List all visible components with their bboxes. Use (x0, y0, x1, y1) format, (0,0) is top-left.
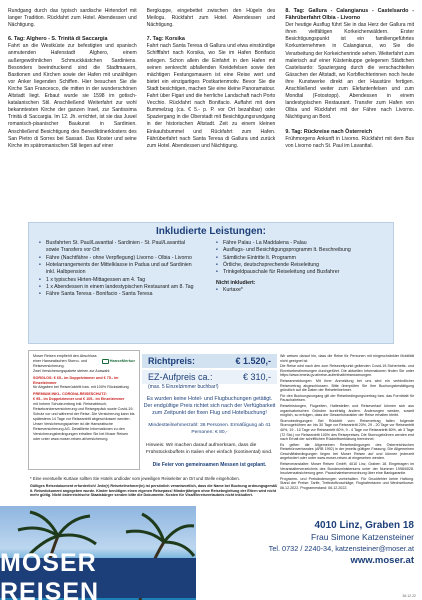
included-item (216, 269, 385, 276)
itinerary-paragraph: Frühmorgens Ankunft in Livorno. Rückfahrt mit dem Bus von Livorno nach St. Paul im Lavanttal. (285, 135, 415, 149)
bullet-icon: • (39, 284, 41, 291)
included-item-text: Busfahrten St. Paul/Lavanttal - Sardinien - St. Paul/Lavanttal (46, 240, 185, 246)
bullet-icon: • (216, 262, 218, 269)
bullet-icon: • (39, 276, 41, 283)
included-item-text: Fähre Palau - La Maddalena - Palau (223, 240, 307, 246)
included-item (216, 287, 385, 294)
terms-paragraph: Reiseanmeldungen: Mit Ihrer Anmeldung bei uns wird ein verbindlicher Reisevertrag abgeschlossen. Bitte überprüfen Sie Ihre Buchungsbestätigung gründlich auf die Daten der Reiseteilnehmer. (280, 378, 414, 393)
terms-paragraph: Reiseleistungen, Flugzeiten, Haltestellen und Reiseverlauf können sich aus organisatorischen Gründen kurzfristig ändern. Änderungen werden, soweit möglich, so erfolgen, dass der Gesamtcharakter der Reise erhalten bleibt. (280, 403, 414, 418)
included-item-text: Ausflugs- und Besichtigungsprogramm lt. Beschreibung (223, 247, 351, 254)
itinerary-paragraph: Fahrt nach Santa Teresa di Gallura und etwa einstündige Schifffahrt nach Korsika, wo Sie im Hafen Bonifacio anlegen. Schon allein die Einfahrt in den Hafen mit seinen senkrecht abfallenden Kreidefelsen sowie den mächtigen Festungsmauern ist eine Reise wert und bietet ein einzigartiges Postkartenmotiv. Bevor Sie die Stadt besichtigen, machen Sie eine kleine Panoramatour. Fahrt über Figari und die herrliche Landschaft nach Porto Vecchio. Rückfahrt nach Bonifacio. Auffahrt mit dem Bummelzug (ca. € 5.- p. P. vor Ort bezahlbar) oder Spaziergang in die Oberstadt mit Besichtigungsrundgang in der historischen Altstadt. Zeit zu einem kleinen Einkaufsbummel und Rückfahrt zum Hafen. Fährüberfahrt nach Santa Teresa di Gallura und zurück zum Hotel. Abendessen und Nächtigung. (146, 43, 276, 149)
price-main-row (142, 354, 277, 368)
price-sub-note: (max. 5 Einzelzimmer buchbar!) (148, 384, 219, 390)
itinerary-paragraph: Der heutige Ausflug führt Sie in das Herz der Gallura mit ihren vielfältigen Korkeichenwäldern. Erster Besichtigungspunkt ist ein familiengeführtes Korkunternehmen in Calangianus, wo Sie die Verarbeitung der Korkeichenrinde sehen. Weiterfahrt zum malerisch auf einer Küstenkuppe gelegenen Städtchen Castelsardo: Spaziergang durch die verschachtelten Gässchen der Altstadt, wo Korbflechterinnen noch heute ihre Kunstwerke direkt an der Haustüre fertigen. Anschließend weiter zum Elefantenfelsen und zum Mondtal (Fotostopp). Abendessen in einem landestypischen Restaurant. Transfer zum Hafen von Olbia und Rückfahrt mit der Fähre nach Livorno. Nächtigung an Bord. (285, 22, 415, 121)
included-item (39, 240, 208, 247)
not-included-title: Nicht inkludiert: (216, 279, 256, 286)
hansemerkur-logo-icon (102, 359, 109, 364)
terms-paragraph: Die Reise wird nach den zum Reisezeitpunkt geltenden Covid-19-Sicherheits- und Einreisebestimmungen durchgeführt. Die aktuellen Informationen finden Sie unter https://www.bmeia.gv.at/reise-aufenthalt/reisewarnungen. (280, 364, 414, 378)
included-item (39, 262, 208, 269)
insurance-option-2: PREMIUM INKL. CORONA-REISESCHUTZ: (33, 392, 107, 397)
included-item (39, 269, 208, 276)
bullet-icon: • (216, 254, 218, 261)
insurance-body: mit hohem Schutzumfang inkl. Reiseabbruch, Reisekrankenversicherung und Reisegepäck sowie Covid-19-Schutz vor und während der Reise. Die Versicherung kann bis spätestens 14 Tage vor Reiseantritt abgeschlossen werden. Unser Versicherungspartner ist die Hanseatische Reiseversicherung AG. Detaillierte Informationen zu den Versicherungsbedingungen erhalten Sie bei Moser Reisen oder unter www.moser-reisen.at/versicherung. (33, 402, 135, 441)
included-item (216, 247, 385, 254)
document-code: 36.12.22 (402, 594, 416, 598)
insurance-intro: Moser Reisen empfiehlt den Abschluss einer Hanseatischen Storno- und Reiseversicherung. (33, 354, 97, 368)
insurance-option-1-note: für Abgaben bei Reiserücktritt bzw. mit 100% Rückstattung (33, 385, 129, 390)
included-item-text: inkl. Halbpension (46, 269, 86, 276)
insurance-option-2-price: € 95.- im Doppelzimmer und € 105.- im Einzelzimmer (33, 397, 125, 402)
price-main-label: Richtpreis: (148, 356, 196, 366)
included-list-right (216, 240, 385, 299)
included-item (216, 262, 385, 269)
contact-block (200, 520, 414, 567)
included-item (216, 240, 385, 247)
bullet-icon: • (216, 247, 218, 254)
included-services-box (28, 222, 394, 344)
itinerary-paragraph: Bergkuppe, eingebettet zwischen den Hügeln des Meilogu. Rückfahrt zum Hotel. Abendessen und Nächtigung. (146, 8, 276, 29)
itinerary-paragraph: Fahrt an die Westküste zur befestigten und spanisch anmutenden Hafenstadt Alghero, einem außergewöhnlichen Schmuckkästchen Sardiniens. Besonders beeindruckend sind die Stadtmauern, Bastionen und Kirchen sowie der Hafen mit unzähligen vor Anker liegenden Schiffen. Hier besuchen Sie die Kirche San Francesco, die mitten in der wunderschönen Altstadt liegt. Erbaut wurde sie 1598 im gotisch-katalanischen Stil. Anschließend Weiterfahrt zur wohl bekanntesten Kirche der ganzen Insel, zur Santissima Trinità di Saccargia. Im 12. Jh. errichtet, ist sie das Juwel romanisch-pisanischer Baukunst in Sardinien. Anschließend Besichtigung des Benediktinerklosters des San Pietro di Sorres bei Sassari. Das Kloster und seine Kirche im spätromanischen Stil liegen auf einer (8, 43, 137, 149)
company-banner (0, 506, 422, 600)
terms-paragraph: Es gelten die Allgemeinen Reisebedingungen des Österreichischen Reisebüroverbandes (ARB 1992) in der jeweils gültigen Fassung. Die Allgemeinen Geschäftsbedingungen liegen bei Moser Reisen auf und können jederzeit angefordert oder unter www.moser-reisen.at eingesehen werden. (280, 442, 414, 461)
insurance-option-1: SORGLOS: € 65.- im Doppelzimmer und € 75.- im Einzelzimmer (33, 375, 119, 385)
mass-note: Die Feier von gemeinsamen Messen ist geplant. (152, 462, 267, 469)
included-item (216, 255, 385, 262)
price-info: Es wurden keine Hotel- und Flugbuchungen getätigt. Der endgültige Preis richtet sich nach der Verfügbarkeit zum Zeitpunkt der fixen Flug und Hotelbuchung! (143, 396, 276, 416)
included-item-text: Kurtaxe* (223, 287, 243, 294)
itinerary-columns (8, 8, 414, 212)
bullet-icon: • (39, 291, 41, 298)
terms-paragraph: Wir weisen darauf hin, dass die Reise für Personen mit eingeschränkter Mobilität nicht geeignet ist. (280, 354, 414, 363)
insurance-details: Zwei Versicherungspakete stehen zur Auswahl: (33, 368, 111, 373)
insurance-box (28, 350, 140, 470)
company-address: 4010 Linz, Graben 18 (314, 520, 414, 531)
included-item (39, 277, 208, 284)
company-website-link[interactable]: www.moser.at (350, 555, 414, 566)
day-heading: 8. Tag: Gallura - Calangianus - Castelsardo - Fährüberfahrt Olbia - Livorno (285, 8, 415, 22)
included-grid (29, 238, 393, 299)
included-item (39, 284, 208, 291)
included-item (39, 255, 208, 262)
moser-reisen-logo (0, 549, 196, 600)
pricing-section (142, 354, 277, 468)
terms-paragraph: Stornobedingungen: Bei Rücktritt vom Reisevertrag fallen folgende Stornogebühren an: bis 30 Tage vor Reiseantritt 20%, 29 - 20 Tage vor Reiseantritt 40%, 19 - 10 Tage vor Reiseantritt 60%, 9 - 4 Tage vor Reiseantritt 80%, ab 3 Tage (72 Std.) vor Reiseantritt 100% des Reisepreises. Die Stornogebühren werden erst nach Erhalt der schriftlichen Rücktrittserklärung berechnet. (280, 418, 414, 442)
price-main-value: € 1.520,- (235, 356, 271, 366)
itinerary-col-1 (8, 8, 137, 212)
included-item-text: Hotelarrangements der Mittelklasse in Padua und auf Sardinien (46, 262, 192, 269)
day-heading: 6. Tag: Alghero - S. Trinità di Saccargia (8, 36, 108, 43)
hansemerkur-logo (102, 354, 135, 369)
included-item (39, 291, 208, 298)
logo-text: MOSER REISEN (0, 549, 100, 600)
day-heading: 7. Tag: Korsika (146, 36, 185, 43)
included-right-items (216, 240, 385, 277)
bullet-icon: • (216, 240, 218, 246)
price-sub-value: € 310,- (242, 372, 271, 382)
included-item (39, 247, 208, 254)
included-item-text: Fähre Santa Teresa - Bonifacio - Santa Teresa (46, 291, 153, 298)
bullet-icon: • (39, 262, 41, 269)
included-item-text: Trinkgeldpauschale für Reiseleitung und Busfahrer (223, 269, 340, 276)
day-heading: 9. Tag: Rückreise nach Österreich (285, 128, 373, 135)
bullet-icon: • (216, 269, 218, 276)
bullet-icon: • (39, 240, 41, 246)
included-item-text: Örtliche, deutschsprechende Reiseleitung (223, 262, 320, 269)
document-footnote: Gültiges Reisedokument erforderlich! Jede(r) Reiseteilnehmer(in) ist persönlich verantwortlich, dass die Name bei Buchung ordnungsgemäß lt. Reisedokument angegeben wurde. Kinder benötigen einen eigenen Reisepass! Minderjährigen ohne Reisebegleitung der Eltern wird nicht mehr gültig. Nicht österreichische Staatsbürger senden bitte die Dokumente. Kosten für Visa/Einreiseerlaubnis nicht inkludiert. (30, 484, 277, 498)
breakfast-hint: Hinweis: Wir machen darauf aufmerksam, dass die Frühstücksbuffets in Italien eher einfach (kontinental) sind. (146, 443, 273, 455)
not-included-items (216, 287, 385, 294)
price-sub-label: EZ-Aufpreis ca.: (148, 372, 213, 382)
terms-paragraph: Programm- und Preisänderungen vorbehalten. Für Druckfehler keine Haftung. Stand der Preise: Tarife, Treibstoffzuschläge, Flughafentaxen und Wechselkurse: 06.12.2022. Programmstand: 06.12.2022. (280, 476, 414, 491)
itinerary-col-2 (147, 8, 276, 212)
included-item-text: 1 x Abendessen in einem landestypischen Restaurant am 8. Tag (46, 284, 194, 291)
included-item-text: sowie Transfers vor Ort (46, 247, 100, 254)
kurtaxe-note: * Eine eventuelle Kurtaxe sollten Sie Hotels und/oder vom jeweiligen Reiseleiter an Ort und Stelle eingehoben. (30, 476, 240, 481)
contact-phone-email[interactable]: Tel. 0732 / 2240-34, katzensteiner@moser.at (268, 544, 414, 553)
itinerary-col-3 (285, 8, 414, 212)
included-title: Inkludierte Leistungen: (155, 226, 266, 237)
included-item-text: Fähre (Nachtfähre - ohne Verpflegung) Livorno - Olbia - Livorno (46, 254, 192, 261)
included-list-left (39, 240, 208, 299)
min-participants: Mindestteilnehmerzahl: 36 Personen. Ermäßigung ab 41 Personen: € 80,- (148, 423, 271, 435)
terms-paragraph: Für den Buchungsvorgang gilt der Reisebedingungsvertrag bzw. das Formblatt für Pauschalreisen. (280, 393, 414, 403)
insurance-header (33, 354, 135, 369)
contact-person: Frau Simone Katzensteiner (311, 532, 414, 542)
included-item-text: 1 x typisches Hirten-Mittagessen am 4. Tag (46, 276, 146, 283)
terms-paragraph: Reiseveranstalter: Moser Reisen GmbH, 4010 Linz, Graben 18. Eingetragen im Veranstalterverzeichnis des Bundesministeriums unter der Nummer 1998/0028. Insolvenzabsicherung gem. Pauschalreiseverordnung über eine Bankgarantie. (280, 462, 414, 476)
itinerary-paragraph: Rundgang durch das typisch sardische Hirtendorf mit langer Tradition. Rückfahrt zum Hotel. Abendessen und Nächtigung. (8, 8, 137, 29)
bullet-icon: • (39, 254, 41, 261)
included-item-text: Sämtliche Eintritte lt. Programm (223, 254, 296, 261)
bullet-icon: • (216, 287, 218, 294)
hansemerkur-logo-text: HanseMerkur (109, 357, 135, 363)
price-single-supplement-row (142, 370, 277, 384)
